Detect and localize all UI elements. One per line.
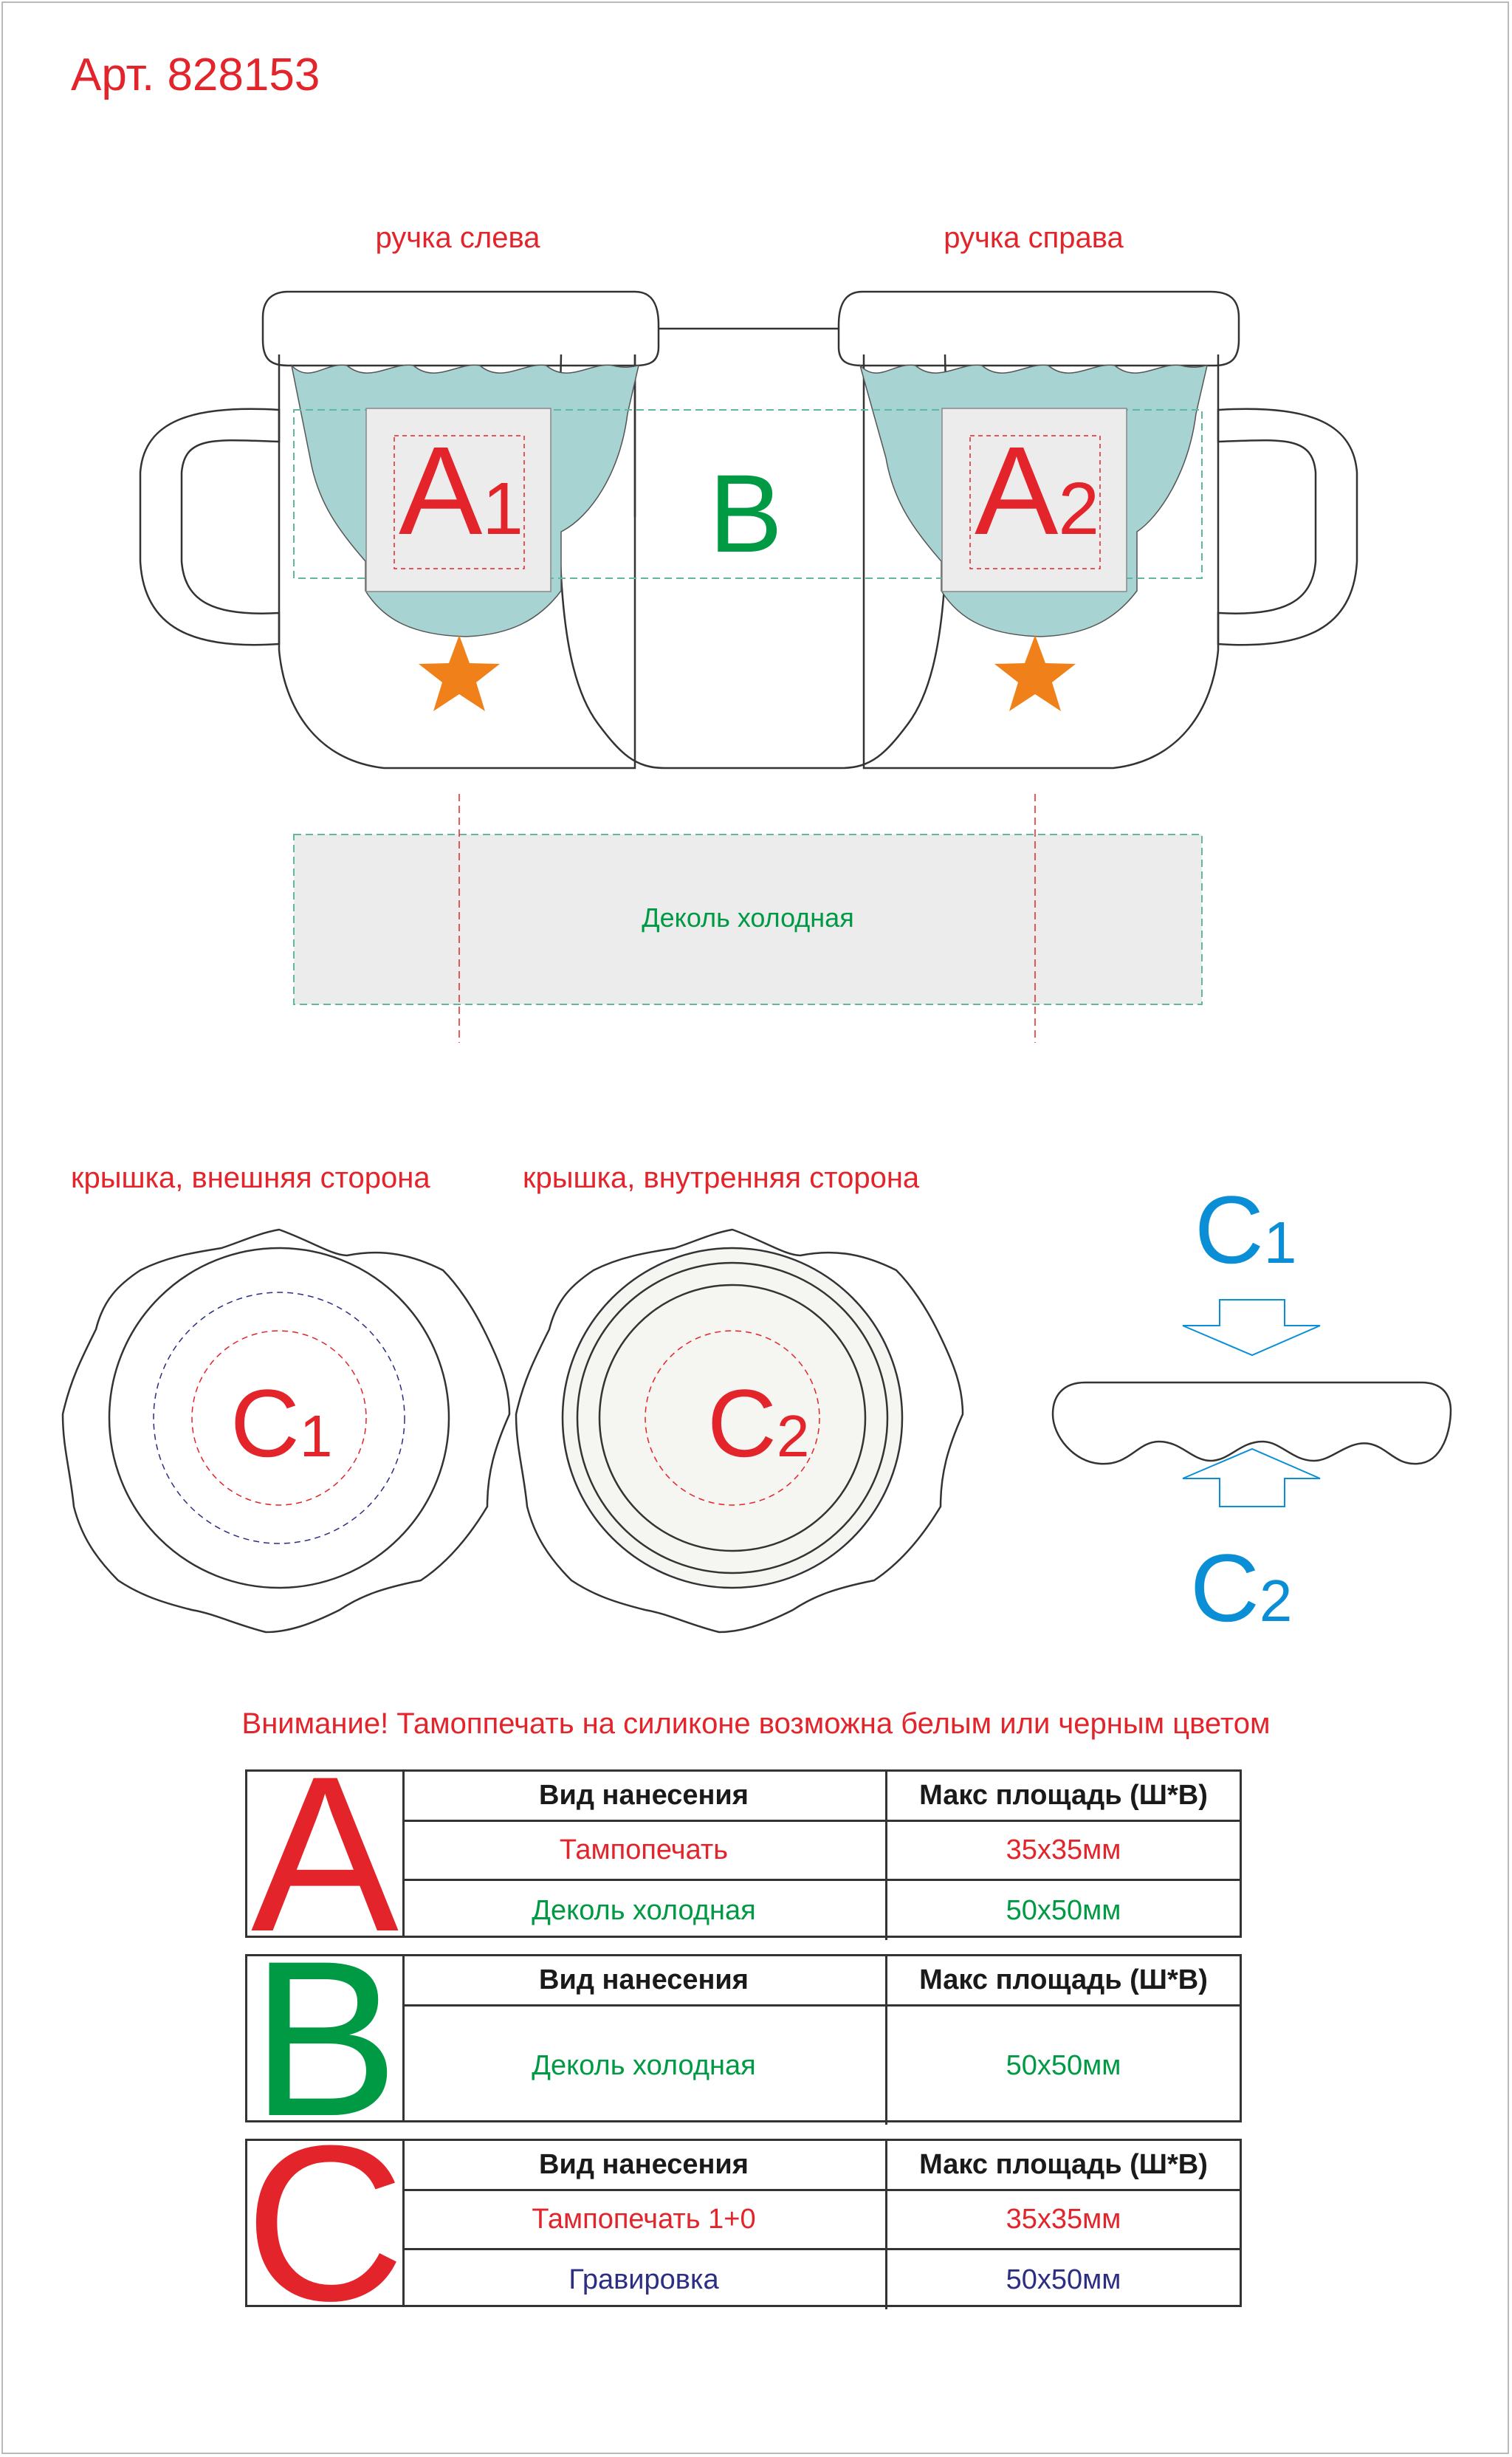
warning-text: Внимание! Тамоппечать на силиконе возможна белым или черным цветом (241, 1707, 1271, 1740)
zone-a1-label: A1 (399, 421, 524, 561)
zone-b-label: B (709, 451, 783, 575)
lid-side-profile (1053, 1382, 1451, 1464)
left-handle-label: ручка слева (375, 222, 540, 254)
table-header-area: Макс площадь (Ш*В) (919, 1964, 1208, 1995)
side-c2-label: C2 (1190, 1534, 1293, 1642)
left-mug-handle (140, 409, 279, 645)
inner-lid-label: крышка, внутренняя сторона (523, 1162, 920, 1194)
table-c (244, 2099, 1242, 2347)
table-b-header (402, 1956, 1240, 2007)
left-mug-lid (263, 292, 659, 366)
table-cell-area: 35х35мм (1006, 1834, 1121, 1865)
arrow-down-icon (1183, 1300, 1320, 1355)
table-cell-area: 50х50мм (1006, 1894, 1121, 1926)
table-cell-area: 35х35мм (1006, 2204, 1121, 2235)
table-header-method: Вид нанесения (402, 1956, 887, 2004)
right-handle-label: ручка справа (944, 222, 1124, 254)
table-cell-area: 50х50мм (1006, 2049, 1121, 2081)
table-cell-method: Гравировка (402, 2250, 887, 2309)
outer-lid-label: крышка, внешняя сторона (71, 1162, 430, 1194)
table-a-header (402, 1772, 1240, 1822)
table-header-area: Макс площадь (Ш*В) (919, 1780, 1208, 1811)
table-row (402, 1822, 1240, 1881)
table-c-header (402, 2141, 1240, 2191)
table-cell-method: Тампопечать 1+0 (402, 2191, 887, 2248)
left-star-icon (419, 635, 500, 711)
table-cell-method: Тампопечать (402, 1822, 887, 1879)
table-cell-area: 50х50мм (1006, 2264, 1121, 2295)
article-title: Арт. 828153 (71, 49, 320, 100)
table-b-letter: B (247, 1956, 405, 2120)
zone-a2-label: A2 (975, 421, 1100, 561)
table-row (402, 1881, 1240, 1940)
table-b (245, 1914, 1242, 2162)
table-row (402, 2250, 1240, 2309)
right-star-icon (994, 635, 1076, 711)
table-cell-method: Деколь холодная (402, 2007, 887, 2125)
table-cell-method: Деколь холодная (402, 1881, 887, 1940)
table-c-letter: C (244, 2099, 405, 2347)
right-mug-lid (839, 292, 1239, 366)
right-mug-handle (1218, 409, 1357, 645)
table-row (402, 2007, 1240, 2125)
table-header-method: Вид нанесения (402, 1772, 887, 1820)
side-c1-label: C1 (1195, 1176, 1297, 1284)
table-header-area: Макс площадь (Ш*В) (919, 2149, 1208, 2180)
table-a (245, 1730, 1242, 1978)
table-a-letter: A (247, 1772, 405, 1936)
zone-c2-label: C2 (707, 1369, 810, 1477)
zone-c1-label: C1 (230, 1369, 333, 1477)
table-header-method: Вид нанесения (402, 2141, 887, 2189)
table-row (402, 2191, 1240, 2250)
decal-label: Деколь холодная (642, 902, 854, 933)
